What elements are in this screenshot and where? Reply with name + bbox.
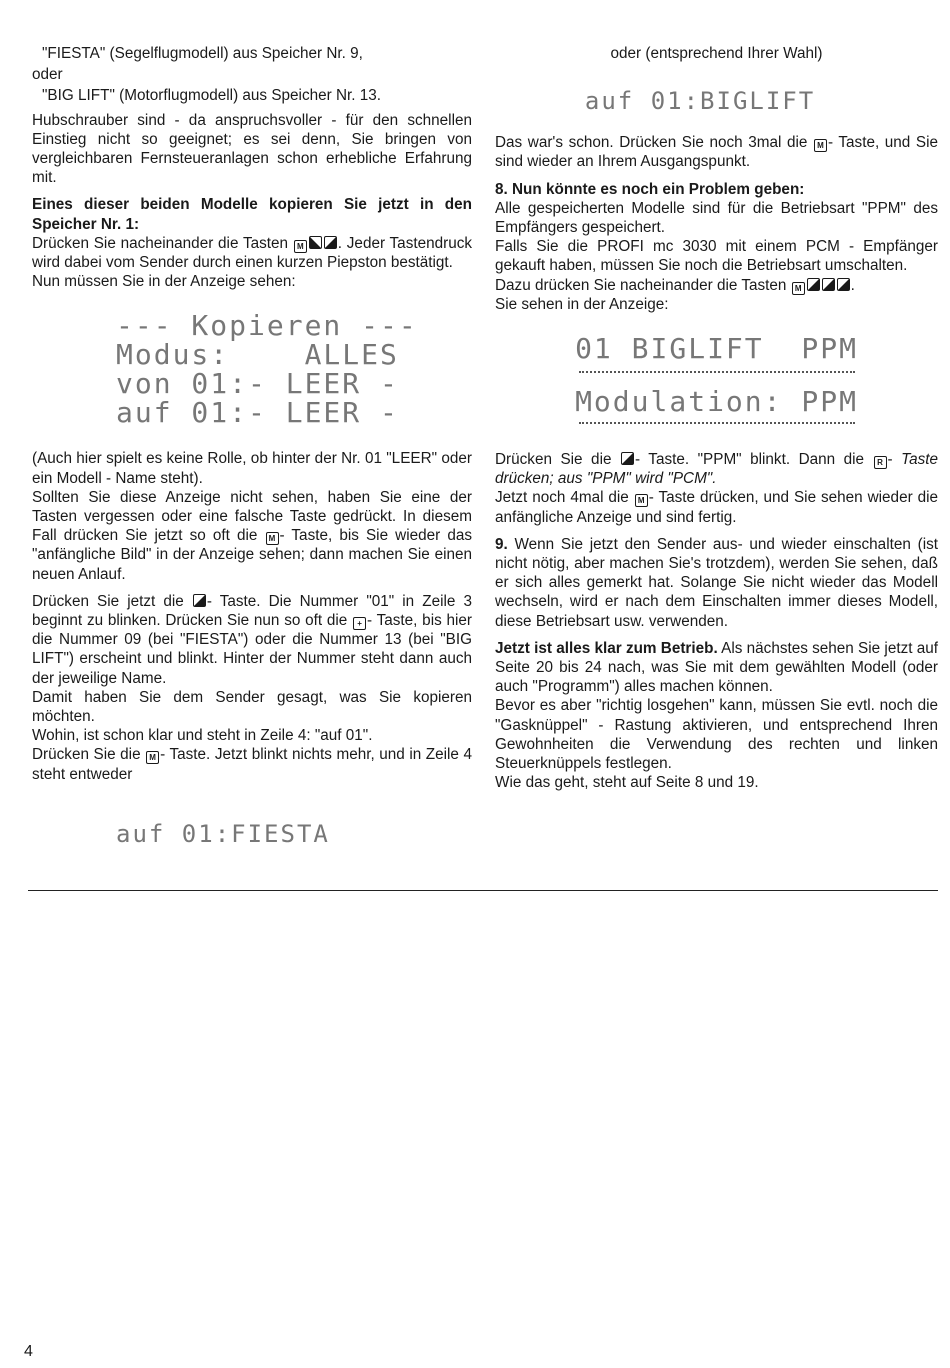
up-key-icon bbox=[807, 278, 820, 291]
m-key-icon: M bbox=[294, 240, 307, 253]
right-column bbox=[495, 44, 938, 792]
paragraph: Jetzt noch 4mal die M - Taste drücken, und Sie sehen wieder die anfängliche Anzeige und sind fertig. bbox=[495, 489, 939, 526]
paragraph: Drücken Sie nacheinander die Tasten M . Jeder Tastendruck wird dabei vom Sender durch einen kurzen Piepston bestätigt. bbox=[32, 234, 473, 272]
up-key-icon bbox=[621, 452, 634, 465]
section-heading: 8. Nun könnte es noch ein Problem geben: bbox=[495, 180, 805, 198]
up-key-icon bbox=[324, 236, 337, 249]
paragraph: Wohin, ist schon klar und steht in Zeile 4: "auf 01". bbox=[32, 727, 373, 745]
paragraph: Alle gespeicherten Modelle sind für die Betriebsart "PPM" des Empfängers gespeichert. bbox=[495, 199, 938, 237]
horizontal-rule bbox=[28, 890, 938, 891]
lcd-display-modulation bbox=[495, 334, 938, 424]
lcd-display-biglift: auf 01:BIGLIFT bbox=[584, 87, 849, 116]
text-line: "BIG LIFT" (Motorflugmodell) aus Speicher Nr. 13. bbox=[42, 87, 382, 105]
m-key-icon: M bbox=[266, 532, 279, 545]
page-number: 4 bbox=[24, 1343, 33, 1360]
m-key-icon: M bbox=[146, 751, 159, 764]
lcd-line: Modulation: PPM bbox=[575, 385, 858, 419]
paragraph: Falls Sie die PROFI mc 3030 mit einem PCM - Empfänger gekauft haben, müssen Sie noch die Betriebsart umschalten. bbox=[495, 238, 938, 275]
lcd-line: auf 01:- LEER - bbox=[116, 396, 399, 430]
lcd-line: 01 BIGLIFT PPM bbox=[575, 332, 858, 366]
paragraph: Jetzt ist alles klar zum Betrieb. Als nächstes sehen Sie jetzt auf Seite 20 bis 24 nach, was Sie mit dem gewählten Modell (oder auch "Programm") alles machen können. bbox=[495, 639, 938, 696]
paragraph: Damit haben Sie dem Sender gesagt, was Sie kopieren möchten. bbox=[32, 688, 472, 726]
m-key-icon: M bbox=[792, 282, 805, 295]
paragraph: Drücken Sie jetzt die - Taste. Die Nummer "01" in Zeile 3 beginnt zu blinken. Drücken Sie nun so oft die + - Taste, bis hier die Nummer 09 (bei "FIESTA") oder die Nummer 13 (bei "BIG LIFT") erscheint und blinkt. Hinter der Nummer steht dann auch der jeweilige Name. bbox=[32, 592, 473, 687]
paragraph: Sie sehen in der Anzeige: bbox=[495, 295, 669, 313]
paragraph: Dazu drücken Sie nacheinander die Tasten M . bbox=[495, 276, 855, 294]
m-key-icon: M bbox=[814, 139, 827, 152]
paragraph: Hubschrauber sind - da anspruchsvoller - für den schnellen Einstieg nicht so geeignet; es sei denn, Sie bringen von vergleichbaren Fernsteueranlagen schon erhebliche Erfahrung mit. bbox=[32, 111, 472, 187]
up-key-icon bbox=[822, 278, 835, 291]
lcd-divider bbox=[579, 371, 855, 373]
lcd-line: von 01:- LEER - bbox=[116, 367, 399, 401]
left-column bbox=[32, 44, 472, 848]
lcd-line: --- Kopieren --- bbox=[116, 309, 418, 343]
lcd-divider bbox=[579, 422, 855, 424]
up-key-icon bbox=[193, 594, 206, 607]
text-line: oder bbox=[32, 66, 63, 84]
text-line: "FIESTA" (Segelflugmodell) aus Speicher Nr. 9, bbox=[42, 45, 363, 62]
up-key-icon bbox=[837, 278, 850, 291]
lcd-display-copy bbox=[116, 309, 472, 430]
paragraph: (Auch hier spielt es keine Rolle, ob hinter der Nr. 01 "LEER" oder ein Modell - Name steht). bbox=[32, 450, 472, 487]
paragraph: Das war's schon. Drücken Sie noch 3mal die M - Taste, und Sie sind wieder an Ihrem Ausgangspunkt. bbox=[495, 134, 938, 171]
m-key-icon: M bbox=[635, 494, 648, 507]
lcd-line: Modus: ALLES bbox=[116, 338, 399, 372]
paragraph: Drücken Sie die - Taste. "PPM" blinkt. Dann die R - Taste drücken; aus "PPM" wird "PCM". bbox=[495, 451, 939, 488]
paragraph: Sollten Sie diese Anzeige nicht sehen, haben Sie eine der Tasten vergessen oder eine falsche Taste gedrückt. In diesem Fall drücken Sie jetzt so oft die M - Taste, bis Sie wieder das "anfängliche Bild" in der Anzeige sehen; dann machen Sie einen neuen Anlauf. bbox=[32, 488, 472, 583]
plus-key-icon: + bbox=[353, 617, 366, 630]
paragraph: Nun müssen Sie in der Anzeige sehen: bbox=[32, 273, 296, 291]
paragraph: Bevor es aber "richtig losgehen" kann, müssen Sie evtl. noch die "Gasknüppel" - Rastung aktivieren, und entsprechend Ihren Gewohnheiten die Verwendung des rechten und linken Steuerknüppels festlegen. bbox=[495, 697, 938, 773]
section-heading: Eines dieser beiden Modelle kopieren Sie jetzt in den Speicher Nr. 1: bbox=[32, 196, 472, 233]
text-line: oder (entsprechend Ihrer Wahl) bbox=[610, 45, 823, 62]
paragraph: Wie das geht, steht auf Seite 8 und 19. bbox=[495, 774, 759, 792]
paragraph: 9. Wenn Sie jetzt den Sender aus- und wieder einschalten (ist nicht nötig, aber machen Sie's trotzdem), werden Sie sehen, daß er sich alles gemerkt hat. Solange Sie nicht wieder das Modell wechseln, wird er nach dem Einschalten immer dieses Modell, diese Betriebsart usw. verwenden. bbox=[495, 535, 938, 630]
lcd-display-fiesta: auf 01:FIESTA bbox=[116, 819, 363, 848]
paragraph: Drücken Sie die M - Taste. Jetzt blinkt nichts mehr, und in Zeile 4 steht entweder bbox=[32, 746, 472, 783]
down-key-icon bbox=[309, 236, 322, 249]
r-key-icon: R bbox=[874, 456, 887, 469]
